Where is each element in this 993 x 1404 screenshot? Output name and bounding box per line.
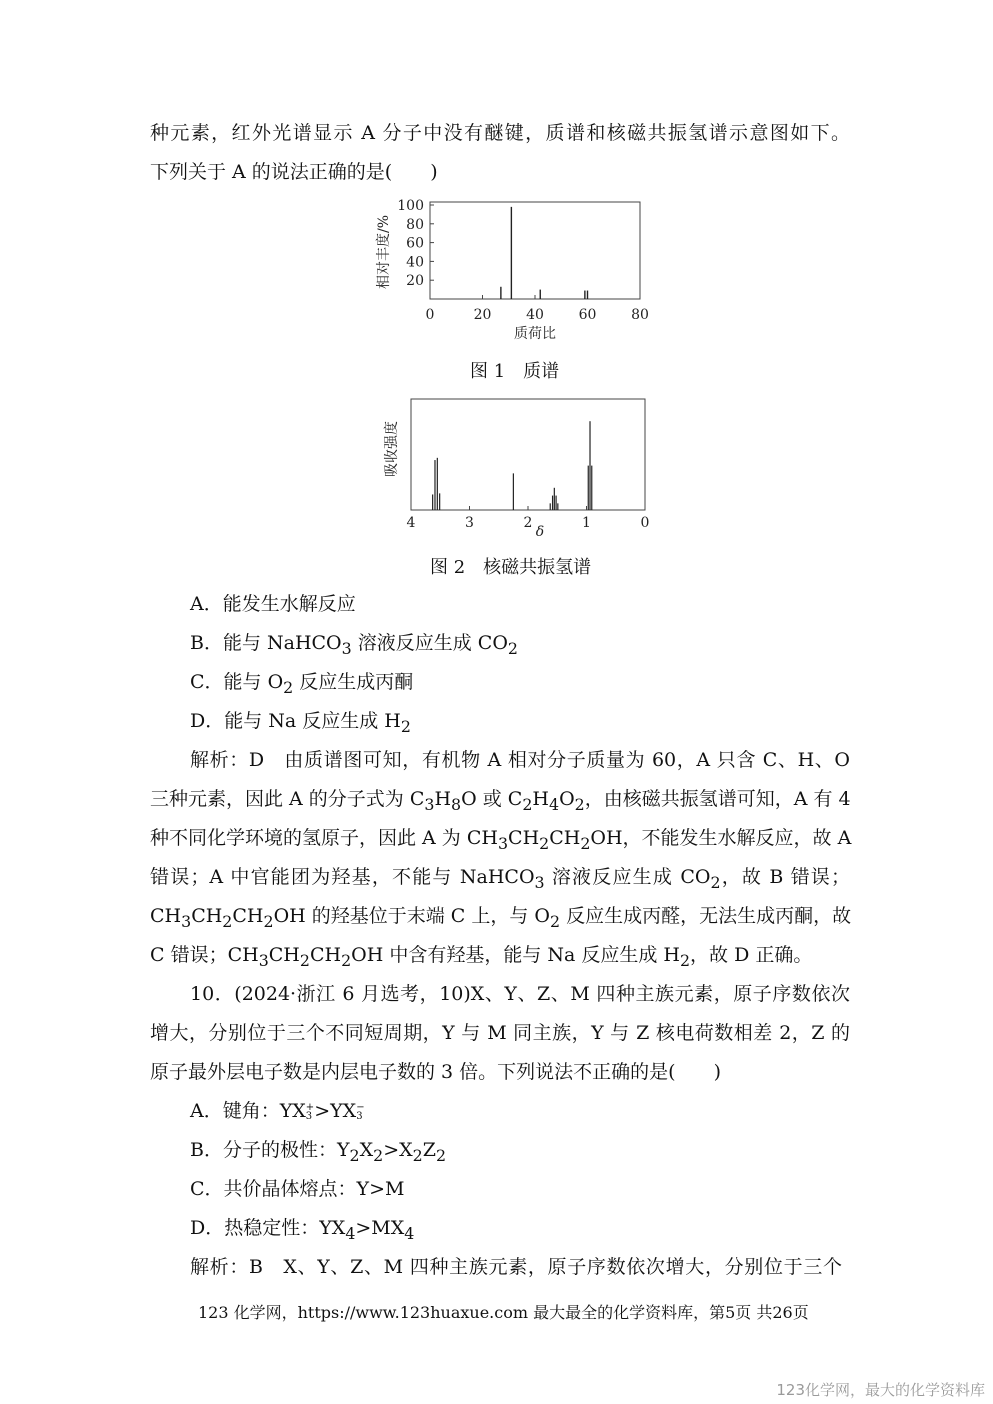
ms-ytick-label: 40 — [406, 254, 424, 271]
analysis-9-line-1: 解析：D 由质谱图可知，有机物 A 相对分子质量为 60，A 只含 C、H、O — [190, 749, 850, 771]
option-b: B．能与 NaHCO$_3$ 溶液反应生成 $CO_2$ — [190, 632, 518, 658]
nmr-xtick-label: 4 — [406, 515, 416, 531]
analysis-9-line-3: 种不同化学环境的氢原子，因此 A 为 $CH_3CH_2CH_2OH$，不能发生水解反应，故 A — [150, 827, 852, 853]
nmr-xtick-label: 3 — [465, 515, 474, 531]
ms-xtick-label: 20 — [473, 307, 492, 323]
q10-option-b: B．分子的极性：$Y_2X_2>X_2Z_2$ — [190, 1139, 447, 1165]
q10-option-a: A．键角：YX + 3 >YX − 3 — [190, 1100, 365, 1122]
ms-ytick-label: 20 — [406, 273, 424, 290]
question-10-line-3: 原子最外层电子数是内层电子数的 3 倍。下列说法不正确的是( ) — [150, 1061, 721, 1083]
ms-plot-frame — [430, 202, 640, 299]
nmr-ylabel: 吸收强度 — [384, 421, 400, 477]
analysis-9-line-4: 错误；A 中官能团为羟基，不能与 NaHCO$_3$ 溶液反应生成 $CO_2$，故 B 错误； — [150, 866, 850, 892]
nmr-plot-frame — [411, 399, 645, 510]
question-10-line-2: 增大，分别位于三个不同短周期，Y 与 M 同主族，Y 与 Z 核电荷数相差 2，Z 的 — [150, 1022, 850, 1044]
option-d: D．能与 Na 反应生成 $H_2$ — [190, 710, 411, 736]
q10-option-d: D．热稳定性：$YX_4>MX_4$ — [190, 1217, 415, 1243]
ms-xlabel: 质荷比 — [514, 326, 556, 342]
question-10-line-1: 10．(2024·浙江 6 月选考，10)X、Y、Z、M 四种主族元素，原子序数依次 — [190, 983, 850, 1005]
nmr-xtick-label: 2 — [523, 515, 533, 531]
intro-line-1: 种元素，红外光谱显示 A 分子中没有醚键，质谱和核磁共振氢谱示意图如下。 — [150, 122, 850, 144]
figure-2-caption: 图 2 核磁共振氢谱 — [430, 557, 592, 578]
option-a: A．能发生水解反应 — [190, 593, 356, 615]
nmr-xtick-label: 1 — [582, 515, 591, 531]
ms-xtick-label: 80 — [631, 307, 649, 323]
nmr-xlabel: δ — [535, 524, 545, 540]
analysis-9-line-6: C 错误；$CH_3CH_2CH_2OH$ 中含有羟基，能与 Na 反应生成 $H_2$，故 D 正确。 — [150, 944, 813, 970]
page-footer: 123 化学网，https://www.123huaxue.com 最大最全的化学资料库，第5页 共26页 — [198, 1303, 809, 1322]
question-9-stem: 下列关于 A 的说法正确的是( ) — [150, 161, 438, 183]
ms-ytick-label: 80 — [406, 216, 424, 233]
nmr-xtick-label: 0 — [640, 515, 650, 531]
figure-1-caption: 图 1 质谱 — [470, 361, 560, 382]
nmr-spectrum-chart — [380, 393, 670, 541]
mass-spectrum-chart — [370, 195, 670, 345]
ms-xtick-label: 40 — [526, 307, 544, 323]
analysis-9-line-5: $CH_3CH_2CH_2OH$ 的羟基位于末端 C 上，与 $O_2$ 反应生成丙醛，无法生成丙酮，故 — [150, 905, 852, 931]
ms-xtick-label: 60 — [578, 307, 597, 323]
ms-xtick-label: 0 — [425, 307, 435, 323]
ms-ytick-label: 60 — [406, 235, 424, 252]
watermark: 123化学网，最大的化学资料库 — [776, 1381, 985, 1399]
ms-ylabel: 相对丰度/% — [376, 214, 392, 290]
q10-option-c: C．共价晶体熔点：Y>M — [190, 1178, 405, 1200]
analysis-9-line-2: 三种元素，因此 A 的分子式为 $C_3H_8O$ 或 $C_2H_4O_2$，由核磁共振氢谱可知，A 有 4 — [150, 788, 851, 814]
option-c: C．能与 $O_2$ 反应生成丙酮 — [190, 671, 414, 697]
analysis-10-line-1: 解析：B X、Y、Z、M 四种主族元素，原子序数依次增大，分别位于三个 — [190, 1256, 842, 1278]
ms-ytick-label: 100 — [397, 198, 424, 214]
